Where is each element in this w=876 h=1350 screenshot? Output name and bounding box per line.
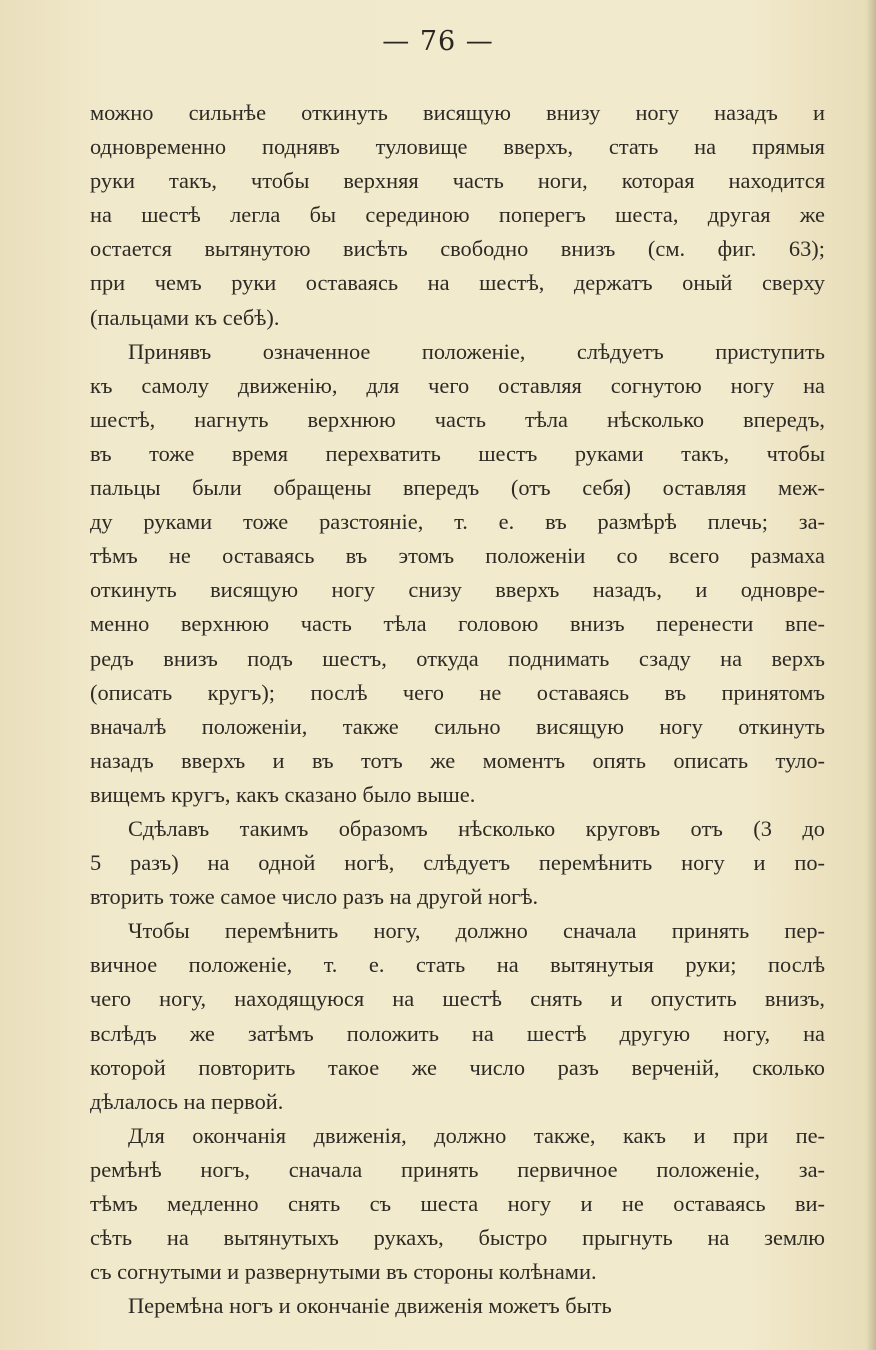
text-line: Принявъ означенное положеніе, слѣдуетъ приступить: [128, 338, 825, 364]
text-line: которой повторить такое же число разъ верченій, сколько: [90, 1054, 825, 1080]
text-line: остается вытянутою висѣть свободно внизъ (см. фиг. 63);: [90, 236, 825, 262]
text-line: тѣмъ не оставаясь въ этомъ положеніи со всего размаха: [90, 543, 825, 569]
text-line: ду руками тоже разстояніе, т. е. въ размѣрѣ плечь; за-: [90, 509, 825, 535]
text-line: руки такъ, чтобы верхняя часть ноги, которая находится: [90, 168, 825, 194]
text-line: менно верхнюю часть тѣла головою внизъ перенести впе-: [90, 611, 825, 637]
paragraph: [90, 914, 825, 1119]
text-line: вслѣдъ же затѣмъ положить на шестѣ другую ногу, на: [90, 1020, 825, 1046]
paragraph: [90, 812, 825, 914]
text-line: редъ внизъ подъ шестъ, откуда поднимать сзаду на верхъ: [90, 645, 825, 671]
text-line: ремѣнѣ ногъ, сначала принять первичное положеніе, за-: [90, 1156, 825, 1182]
text-line: дѣлалось на первой.: [90, 1088, 284, 1114]
text-line: Перемѣна ногъ и окончаніе движенія можетъ быть: [128, 1293, 612, 1319]
text-line: на шестѣ легла бы серединою поперегъ шеста, другая же: [90, 202, 825, 228]
text-line: вичное положеніе, т. е. стать на вытянутыя руки; послѣ: [90, 952, 825, 978]
paragraph: [90, 1119, 825, 1289]
text-line: вначалѣ положеніи, также сильно висящую ногу откинуть: [90, 713, 825, 739]
text-line: (описать кругъ); послѣ чего не оставаясь въ принятомъ: [90, 679, 825, 705]
text-line: (пальцами къ себѣ).: [90, 304, 280, 330]
paragraph: [90, 1289, 825, 1323]
text-line: шестѣ, нагнуть верхнюю часть тѣла нѣсколько впередъ,: [90, 406, 825, 432]
paragraph: [90, 96, 825, 335]
page-edge-shadow: [866, 0, 876, 1350]
text-line: съ согнутыми и развернутыми въ стороны колѣнами.: [90, 1259, 597, 1285]
text-line: откинуть висящую ногу снизу вверхъ назадъ, и одновре-: [90, 577, 825, 603]
text-line: можно сильнѣе откинуть висящую внизу ногу назадъ и: [90, 100, 825, 125]
text-line: чего ногу, находящуюся на шестѣ снять и опустить внизъ,: [90, 986, 825, 1012]
text-line: къ самолу движенію, для чего оставляя согнутою ногу на: [90, 372, 825, 398]
text-line: пальцы были обращены впередъ (отъ себя) оставляя меж-: [90, 475, 825, 501]
paragraph: [90, 335, 825, 812]
text-line: вищемъ кругъ, какъ сказано было выше.: [90, 781, 476, 807]
text-line: 5 разъ) на одной ногѣ, слѣдуетъ перемѣнить ногу и по-: [90, 850, 825, 876]
text-line: одновременно поднявъ туловище вверхъ, стать на прямыя: [90, 134, 825, 160]
text-line: Чтобы перемѣнить ногу, должно сначала принять пер-: [128, 918, 825, 944]
text-line: сѣть на вытянутыхъ рукахъ, быстро прыгнуть на землю: [90, 1225, 825, 1251]
page-number: — 76 —: [382, 26, 494, 57]
text-line: тѣмъ медленно снять съ шеста ногу и не оставаясь ви-: [90, 1191, 825, 1216]
text-line: въ тоже время перехватить шестъ руками такъ, чтобы: [90, 440, 825, 466]
text-line: назадъ вверхъ и въ тотъ же моментъ опять описать туло-: [90, 747, 825, 773]
text-line: Сдѣлавъ такимъ образомъ нѣсколько круговъ отъ (3 до: [128, 815, 825, 841]
body-text: [90, 96, 825, 1323]
text-line: Для окончанія движенія, должно также, какъ и при пе-: [128, 1122, 825, 1148]
text-line: при чемъ руки оставаясь на шестѣ, держатъ оный сверху: [90, 270, 825, 296]
text-line: вторить тоже самое число разъ на другой ногѣ.: [90, 884, 539, 910]
